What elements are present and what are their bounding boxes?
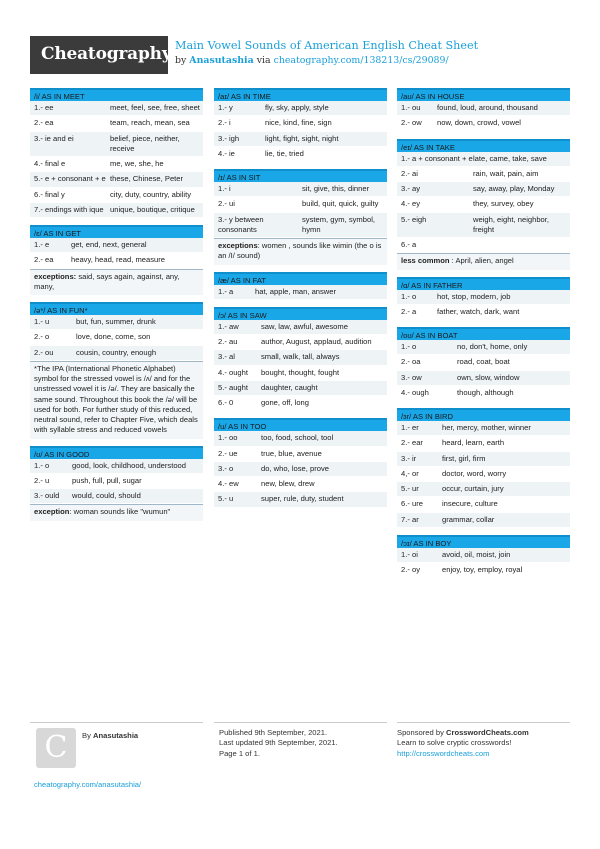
example-words: say, away, play, Monday: [473, 184, 555, 193]
example-words: good, look, childhood, understood: [72, 460, 186, 470]
section-title: /ɪ/ AS IN SIT: [214, 169, 387, 182]
example-words: now, down, crowd, vowel: [437, 118, 521, 128]
spelling-pattern: 6.- final y: [34, 189, 65, 199]
sound-section: [397, 535, 570, 579]
spelling-pattern: 3.- ow: [401, 372, 422, 382]
sound-section: [214, 272, 387, 300]
spelling-row: [214, 447, 387, 462]
spelling-pattern: 1.- e: [34, 240, 50, 249]
spelling-pattern: 4.- ey: [401, 199, 420, 209]
spelling-pattern: 1.- y: [218, 103, 233, 112]
spelling-row: [397, 452, 570, 467]
note-label: exceptions:: [34, 271, 77, 281]
spelling-pattern: 1.- a: [218, 286, 234, 296]
spelling-row: [214, 350, 387, 365]
sound-section: [30, 446, 203, 521]
spelling-pattern: 4,- or: [401, 468, 419, 478]
spelling-row: [397, 340, 570, 355]
example-words: own, slow, window: [457, 372, 520, 382]
spelling-pattern: 7.- endings with ique: [34, 204, 104, 214]
sponsor-name[interactable]: CrosswordCheats.com: [446, 728, 529, 737]
example-words: fly, sky, apply, style: [265, 103, 329, 112]
example-words: rain, wait, pain, aim: [473, 168, 539, 178]
spelling-pattern: 5.- e + consonant + e: [34, 174, 106, 184]
spelling-pattern: 4.- final e: [34, 159, 66, 168]
spelling-row: [30, 459, 203, 474]
spelling-pattern: 1.- oo: [218, 433, 238, 443]
sound-section: [397, 327, 570, 401]
spelling-row: [214, 477, 387, 492]
spelling-pattern: 3.- ay: [401, 184, 420, 193]
spelling-pattern: 2.- au: [218, 337, 238, 346]
sound-section: [214, 169, 387, 265]
spelling-row: [397, 436, 570, 451]
spelling-pattern: 2.- ear: [401, 438, 423, 448]
spelling-row: [214, 182, 387, 197]
example-words: daughter, caught: [261, 382, 318, 392]
sound-section: [30, 225, 203, 295]
section-title: /ə*/ AS IN FUN*: [30, 302, 203, 315]
spelling-pattern: 6.- 0: [218, 398, 234, 407]
spelling-pattern: 2.- ui: [218, 199, 235, 209]
spelling-row: [397, 101, 570, 116]
spelling-row: [214, 492, 387, 507]
example-words: author, August, applaud, audition: [261, 337, 372, 346]
spelling-row: [214, 366, 387, 381]
example-words: unique, boutique, critique: [110, 204, 195, 214]
example-words: sit, give, this, dinner: [302, 184, 370, 193]
spelling-row: [397, 513, 570, 528]
footer-author-name[interactable]: Anasutashia: [93, 731, 139, 740]
example-words: belief, piece, neither, receive: [110, 133, 180, 153]
section-title: /ɔ/ AS IN SAW: [214, 307, 387, 320]
sound-section: [30, 302, 203, 439]
spelling-pattern: 3.- igh: [218, 133, 240, 143]
footer-divider: [30, 722, 203, 723]
spelling-pattern: 2.- ea: [34, 255, 54, 265]
example-words: would, could, should: [72, 491, 141, 500]
by-text: by: [175, 55, 187, 66]
note-text: : woman sounds like "wumun": [69, 507, 171, 517]
spelling-pattern: 2.- ea: [34, 118, 54, 128]
example-words: hot, stop, modern, job: [437, 291, 511, 301]
note-text: : April, alien, angel: [449, 256, 514, 266]
spelling-pattern: 1.- ee: [34, 103, 54, 112]
spelling-pattern: 1.- aw: [218, 321, 239, 331]
section-title: /ɑ/ AS IN FATHER: [397, 277, 570, 290]
page-title: Main Vowel Sounds of American English Cheat Sheet: [175, 39, 479, 52]
spelling-row: [214, 197, 387, 212]
sound-section: [214, 88, 387, 162]
example-words: occur, curtain, jury: [442, 484, 504, 493]
column-1: [30, 88, 203, 528]
section-title: /ɔɪ/ AS IN BOY: [397, 535, 570, 548]
spelling-row: [397, 213, 570, 239]
example-words: weigh, eight, neighbor, freight: [473, 214, 549, 234]
section-title: /u/ AS IN TOO: [214, 418, 387, 431]
example-words: her, mercy, mother, winner: [442, 423, 531, 432]
example-words: hat, apple, man, answer: [255, 286, 337, 296]
spelling-pattern: 3.- al: [218, 352, 235, 362]
spelling-row: [30, 172, 203, 187]
spelling-row: [397, 421, 570, 436]
example-words: light, fight, sight, night: [265, 133, 339, 143]
spelling-pattern: 4.- ought: [218, 367, 248, 377]
example-words: they, survey, obey: [473, 199, 534, 209]
spelling-row: [30, 116, 203, 131]
example-words: enjoy, toy, employ, royal: [442, 565, 523, 574]
example-words: meet, feel, see, free, sheet: [110, 103, 200, 112]
sound-section: [397, 277, 570, 321]
spelling-pattern: 5.- ur: [401, 484, 419, 493]
example-words: bought, thought, fought: [261, 367, 340, 377]
spelling-row: [30, 489, 203, 504]
spelling-row: [214, 285, 387, 300]
spelling-row: [397, 386, 570, 401]
byline: [175, 55, 449, 68]
footer-by-text: By: [82, 731, 91, 740]
example-words: insecure, culture: [442, 499, 498, 509]
page-number: Page 1 of 1.: [219, 748, 260, 758]
spelling-pattern: 5.- aught: [218, 382, 248, 392]
spelling-pattern: 1.- oi: [401, 549, 418, 559]
spelling-pattern: 1.- o: [401, 342, 417, 351]
section-title: /oʊ/ AS IN BOAT: [397, 327, 570, 340]
spelling-pattern: 4.- ough: [401, 387, 429, 397]
example-words: system, gym, symbol, hymn: [302, 214, 375, 234]
example-words: avoid, oil, moist, join: [442, 549, 511, 559]
spelling-pattern: 1.- er: [401, 423, 419, 432]
note-text: : women , sounds like wimin (the o is an /I/ sound): [218, 241, 382, 261]
spelling-row: [397, 238, 570, 253]
example-words: found, loud, around, thousand: [437, 103, 538, 112]
spelling-pattern: 2.- ue: [218, 448, 238, 458]
example-words: late, came, take, save: [473, 153, 547, 163]
note-label: exception: [34, 507, 70, 517]
spelling-pattern: 5.- u: [218, 494, 234, 504]
spelling-row: [214, 101, 387, 116]
footer-divider: [397, 722, 570, 723]
spelling-row: [214, 132, 387, 147]
spelling-row: [30, 315, 203, 330]
example-words: me, we, she, he: [110, 159, 164, 168]
example-words: love, done, come, son: [76, 332, 151, 342]
example-words: team, reach, mean, sea: [110, 118, 190, 128]
footer-dates: [219, 728, 338, 759]
example-words: though, although: [457, 387, 514, 397]
spelling-row: [214, 335, 387, 350]
section-title: /ʊ/ AS IN GOOD: [30, 446, 203, 459]
cheatography-logo[interactable]: Cheatography: [30, 36, 168, 74]
page-header: [30, 36, 580, 78]
spelling-row: [30, 188, 203, 203]
example-words: heard, learn, earth: [442, 438, 505, 448]
author-link[interactable]: Anasutashia: [189, 55, 254, 66]
sound-section: [214, 307, 387, 412]
spelling-row: [397, 355, 570, 370]
spelling-pattern: 2.- i: [218, 118, 231, 128]
sound-section: [214, 418, 387, 507]
spelling-pattern: 3.- ie and ei: [34, 133, 74, 143]
spelling-row: [30, 346, 203, 361]
spelling-row: [214, 396, 387, 411]
section-title: /i/ AS IN MEET: [30, 88, 203, 101]
spelling-pattern: 2.- ai: [401, 168, 418, 178]
spelling-row: [30, 101, 203, 116]
spelling-row: [214, 431, 387, 446]
via-text: via: [256, 55, 271, 66]
footer-sponsor: [397, 728, 529, 759]
section-note: [214, 238, 387, 265]
example-words: small, walk, tall, always: [261, 352, 340, 362]
example-words: first, girl, firm: [442, 453, 486, 463]
spelling-pattern: 6.- a: [401, 240, 417, 249]
section-note: [397, 253, 570, 269]
spelling-pattern: 6.- ure: [401, 499, 423, 509]
spelling-row: [397, 182, 570, 197]
spelling-row: [214, 147, 387, 162]
example-words: cousin, country, enough: [76, 347, 157, 357]
example-words: get, end, next, general: [71, 240, 147, 249]
spelling-row: [214, 116, 387, 131]
example-words: grammar, collar: [442, 514, 495, 524]
example-words: road, coat, boat: [457, 357, 510, 367]
example-words: true, blue, avenue: [261, 448, 322, 458]
note-text: said, says again, against, any, many,: [34, 271, 180, 291]
published-date: Published 9th September, 2021.: [219, 728, 328, 737]
example-words: super, rule, duty, student: [261, 494, 344, 504]
spelling-pattern: 4.- ew: [218, 479, 239, 488]
spelling-row: [397, 482, 570, 497]
section-title: /ɜr/ AS IN BIRD: [397, 408, 570, 421]
spelling-pattern: 3.- o: [218, 463, 234, 473]
spelling-pattern: 1.- o: [401, 291, 417, 301]
footer-divider: [214, 722, 387, 723]
sound-section: [397, 88, 570, 132]
column-3: [397, 88, 570, 585]
footer-byline: [82, 731, 138, 741]
example-words: build, quit, quick, guilty: [302, 199, 379, 209]
spelling-pattern: 3.- y between consonants: [218, 214, 264, 234]
spelling-row: [397, 563, 570, 578]
sound-section: [397, 139, 570, 270]
spelling-pattern: 2.- ou: [34, 347, 54, 357]
spelling-row: [397, 152, 570, 167]
sponsor-url[interactable]: http://crosswordcheats.com: [397, 748, 490, 758]
spelling-pattern: 2.- u: [34, 475, 50, 485]
spelling-row: [30, 330, 203, 345]
sound-section: [397, 408, 570, 528]
spelling-pattern: 4.- ie: [218, 148, 235, 158]
spelling-row: [397, 290, 570, 305]
example-words: but, fun, summer, drunk: [76, 317, 156, 326]
spelling-row: [397, 116, 570, 131]
spelling-row: [214, 213, 387, 239]
spelling-row: [214, 381, 387, 396]
example-words: too, food, school, tool: [261, 433, 334, 443]
example-words: gone, off, long: [261, 398, 309, 407]
example-words: lie, tie, tried: [265, 148, 304, 158]
spelling-pattern: 2.- oa: [401, 357, 421, 367]
spelling-pattern: 1.- o: [34, 460, 50, 470]
spelling-row: [30, 132, 203, 158]
section-title: /aɪ/ AS IN TIME: [214, 88, 387, 101]
section-note: [30, 361, 203, 439]
spelling-row: [397, 167, 570, 182]
example-words: new, blew, drew: [261, 479, 315, 488]
section-note: [30, 269, 203, 296]
example-words: no, don't, home, only: [457, 342, 528, 351]
spelling-row: [30, 253, 203, 268]
spelling-row: [397, 497, 570, 512]
example-words: [473, 240, 567, 250]
spelling-row: [397, 305, 570, 320]
spelling-pattern: 2.- oy: [401, 565, 420, 574]
note-text: *The IPA (International Phonetic Alphabet) symbol for the stressed vowel is /ʌ/ and for the unstressed vowel it is /ə/. They are basically the same sound. Throughout this book the /ə/ will be used for both. For further study of this reduced, neutral sound, refer to Chapter Five, which deals with syllable stress and reduced vowels: [34, 363, 198, 435]
spelling-row: [397, 548, 570, 563]
example-words: do, who, lose, prove: [261, 463, 329, 473]
spelling-pattern: 1.- u: [34, 317, 50, 326]
sponsor-prefix: Sponsored by: [397, 728, 444, 737]
spelling-row: [397, 197, 570, 212]
spelling-row: [214, 320, 387, 335]
section-title: /aʊ/ AS IN HOUSE: [397, 88, 570, 101]
example-words: heavy, head, read, measure: [71, 255, 165, 265]
note-label: exceptions: [218, 241, 258, 250]
note-label: less common: [401, 256, 450, 266]
example-words: these, Chinese, Peter: [110, 174, 184, 184]
spelling-row: [397, 371, 570, 386]
spelling-row: [214, 462, 387, 477]
avatar: C: [36, 728, 76, 768]
spelling-pattern: 1.- ou: [401, 103, 421, 112]
example-words: city, duty, country, ability: [110, 189, 192, 199]
spelling-row: [30, 157, 203, 172]
section-note: [30, 504, 203, 520]
spelling-row: [30, 203, 203, 218]
spelling-pattern: 3.- ir: [401, 453, 417, 463]
sponsor-tagline: Learn to solve cryptic crosswords!: [397, 738, 512, 748]
footer-author-url[interactable]: cheatography.com/anasutashia/: [34, 780, 142, 789]
updated-date: Last updated 9th September, 2021.: [219, 738, 338, 748]
example-words: father, watch, dark, want: [437, 306, 520, 316]
section-title: /æ/ AS IN FAT: [214, 272, 387, 285]
sound-section: [30, 88, 203, 218]
example-words: saw, law, awful, awesome: [261, 321, 348, 331]
example-words: nice, kind, fine, sign: [265, 118, 332, 128]
spelling-row: [397, 467, 570, 482]
sheet-url-link[interactable]: cheatography.com/138213/cs/29089/: [273, 55, 449, 66]
column-2: [214, 88, 387, 515]
section-title: /eɪ/ AS IN TAKE: [397, 139, 570, 152]
spelling-row: [30, 238, 203, 253]
example-words: push, full, pull, sugar: [72, 475, 142, 485]
spelling-row: [30, 474, 203, 489]
example-words: doctor, word, worry: [442, 468, 507, 478]
spelling-pattern: 5.- eigh: [401, 214, 427, 224]
section-title: /ɛ/ AS IN GET: [30, 225, 203, 238]
spelling-pattern: 2.- ow: [401, 118, 422, 128]
spelling-pattern: 7.- ar: [401, 514, 419, 524]
spelling-pattern: 3.- ould: [34, 491, 60, 500]
spelling-pattern: 1.- i: [218, 184, 231, 193]
spelling-pattern: 2.- o: [34, 332, 50, 342]
spelling-pattern: 2.- a: [401, 306, 417, 316]
spelling-pattern: 1.- a + consonant + e: [401, 153, 473, 163]
sponsor-line: [397, 728, 529, 738]
